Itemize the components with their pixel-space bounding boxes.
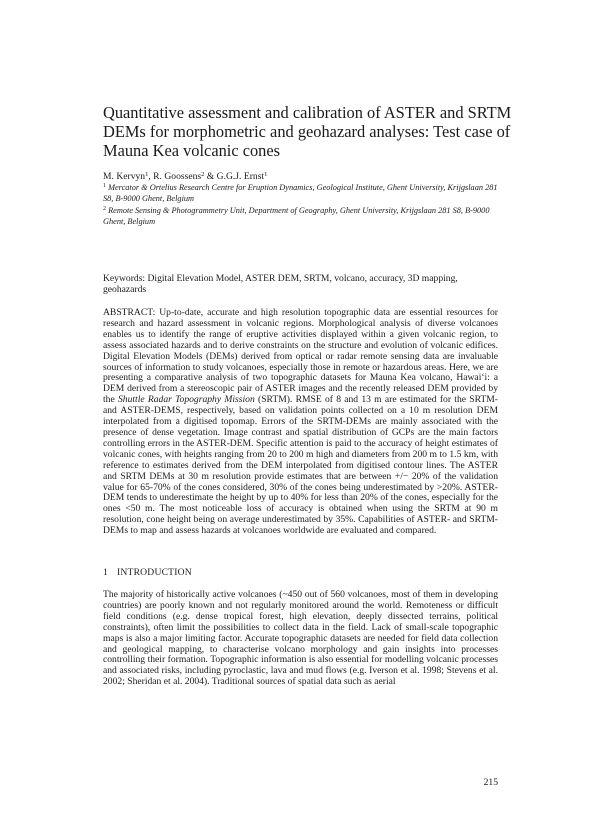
author-separator: & <box>204 171 217 182</box>
affiliation-mark: 1 <box>103 183 106 189</box>
abstract-text: ABSTRACT: Up-to-date, accurate and high resolution topographic data are essential resources for research and hazard assessment in volcanic regions. Morphological analysis of diverse volcanoes enables us to identify the range of eruptive activities displayed within a given volcanic region, to assess associated hazards and to derive constraints on the structure and evolution of volcanic edifices. Digital Elevation Models (DEMs) derived from optical or radar remote sensing data are invaluable sources of information to study volcanoes, especially those in remote or hazardous areas. Here, we are presenting a comparative analysis of two topographic datasets for Mauna Kea volcano, Hawai‘i: a DEM derived from a stereoscopic pair of ASTER images and the recently released DEM provided by the <box>103 307 498 406</box>
author-separator: , <box>148 171 154 182</box>
introduction-paragraph: The majority of historically active volcanoes (~450 out of 560 volcanoes, most of them in developing countries) are poorly known and not regularly monitored around the world. Remoteness or difficult field conditions (e.g. dense tropical forest, high elevation, deeply dissected terrains, political constraints), often limit the possibilities to collect data in the field. Lack of small-scale topographic maps is also a major limiting factor. Accurate topographic datasets are needed for field data collection and geological mapping, to characterise volcano morphology and gain insights into processes controlling their formation. Topographic information is also essential for modelling volcanic processes and associated risks, including pyroclastic, lava and mud flows (e.g. Iverson et al. 1998; Stevens et al. 2002; Sheridan et al. 2004). Traditional sources of spatial data such as aerial <box>103 589 498 688</box>
section-number: 1 <box>103 567 108 578</box>
keywords: Keywords: Digital Elevation Model, ASTER DEM, SRTM, volcano, accuracy, 3D mapping, geohazards <box>103 273 458 295</box>
author-name: G.G.J. Ernst <box>216 171 265 182</box>
affiliation-text: Remote Sensing & Photogrammetry Unit, Department of Geography, Ghent University, Krijgslaan 281 S8, B-9000 Ghent, Belgium <box>103 206 490 226</box>
author-list <box>103 171 503 182</box>
affiliation-text: Mercator & Ortelius Research Centre for Eruption Dynamics, Geological Institute, Ghent University, Krijgslaan 281 S8, B-9000 Ghent, Belgium <box>103 183 498 203</box>
author-affiliation-mark: 1 <box>264 171 268 178</box>
section-heading <box>103 567 192 578</box>
author-affiliation-mark: 1 <box>145 171 149 178</box>
abstract-italic-term: Shuttle Radar Topography Mission <box>117 394 255 406</box>
paper-title: Quantitative assessment and calibration of ASTER and SRTM DEMs for morphometric and geohazard analyses: Test case of Mauna Kea volcanic cones <box>103 103 512 160</box>
affiliation <box>103 206 498 227</box>
abstract <box>103 308 498 537</box>
page-number: 215 <box>483 777 498 788</box>
author-affiliation-mark: 2 <box>201 171 205 178</box>
affiliation <box>103 183 498 204</box>
abstract-text: (SRTM). RMSE of 8 and 13 m are estimated for the SRTM- and ASTER-DEMS, respectively, based on validation points collected on a 10 m resolution DEM interpolated from a digitised topomap. Errors of the SRTM-DEMs are mainly associated with the presence of dense vegetation. Image contrast and spatial distribution of GCPs are the main factors controlling errors in the ASTER-DEM. Specific attention is paid to the accuracy of height estimates of volcanic cones, with heights ranging from 20 to 200 m high and diameters from 200 m to 1.5 km, with reference to estimates derived from the DEM interpolated from digitised contour lines. The ASTER and SRTM DEMs at 30 m resolution provide estimates that are between +/− 20% of the validation value for 65-70% of the cones considered, 30% of the cones being underestimated by >20%. ASTER-DEM tends to underestimate the height by up to 40% for less than 20% of the cones, especially for the ones <50 m. The most noticeable loss of accuracy is obtained when using the SRTM at 90 m resolution, cone height being on average underestimated by 35%. Capabilities of ASTER- and SRTM-DEMs to map and assess hazards at volcanoes worldwide are evaluated and compared. <box>103 394 498 537</box>
affiliation-mark: 2 <box>103 206 106 212</box>
author-name: M. Kervyn <box>103 171 146 182</box>
section-title: INTRODUCTION <box>117 567 192 578</box>
author-name: R. Goossens <box>153 171 202 182</box>
